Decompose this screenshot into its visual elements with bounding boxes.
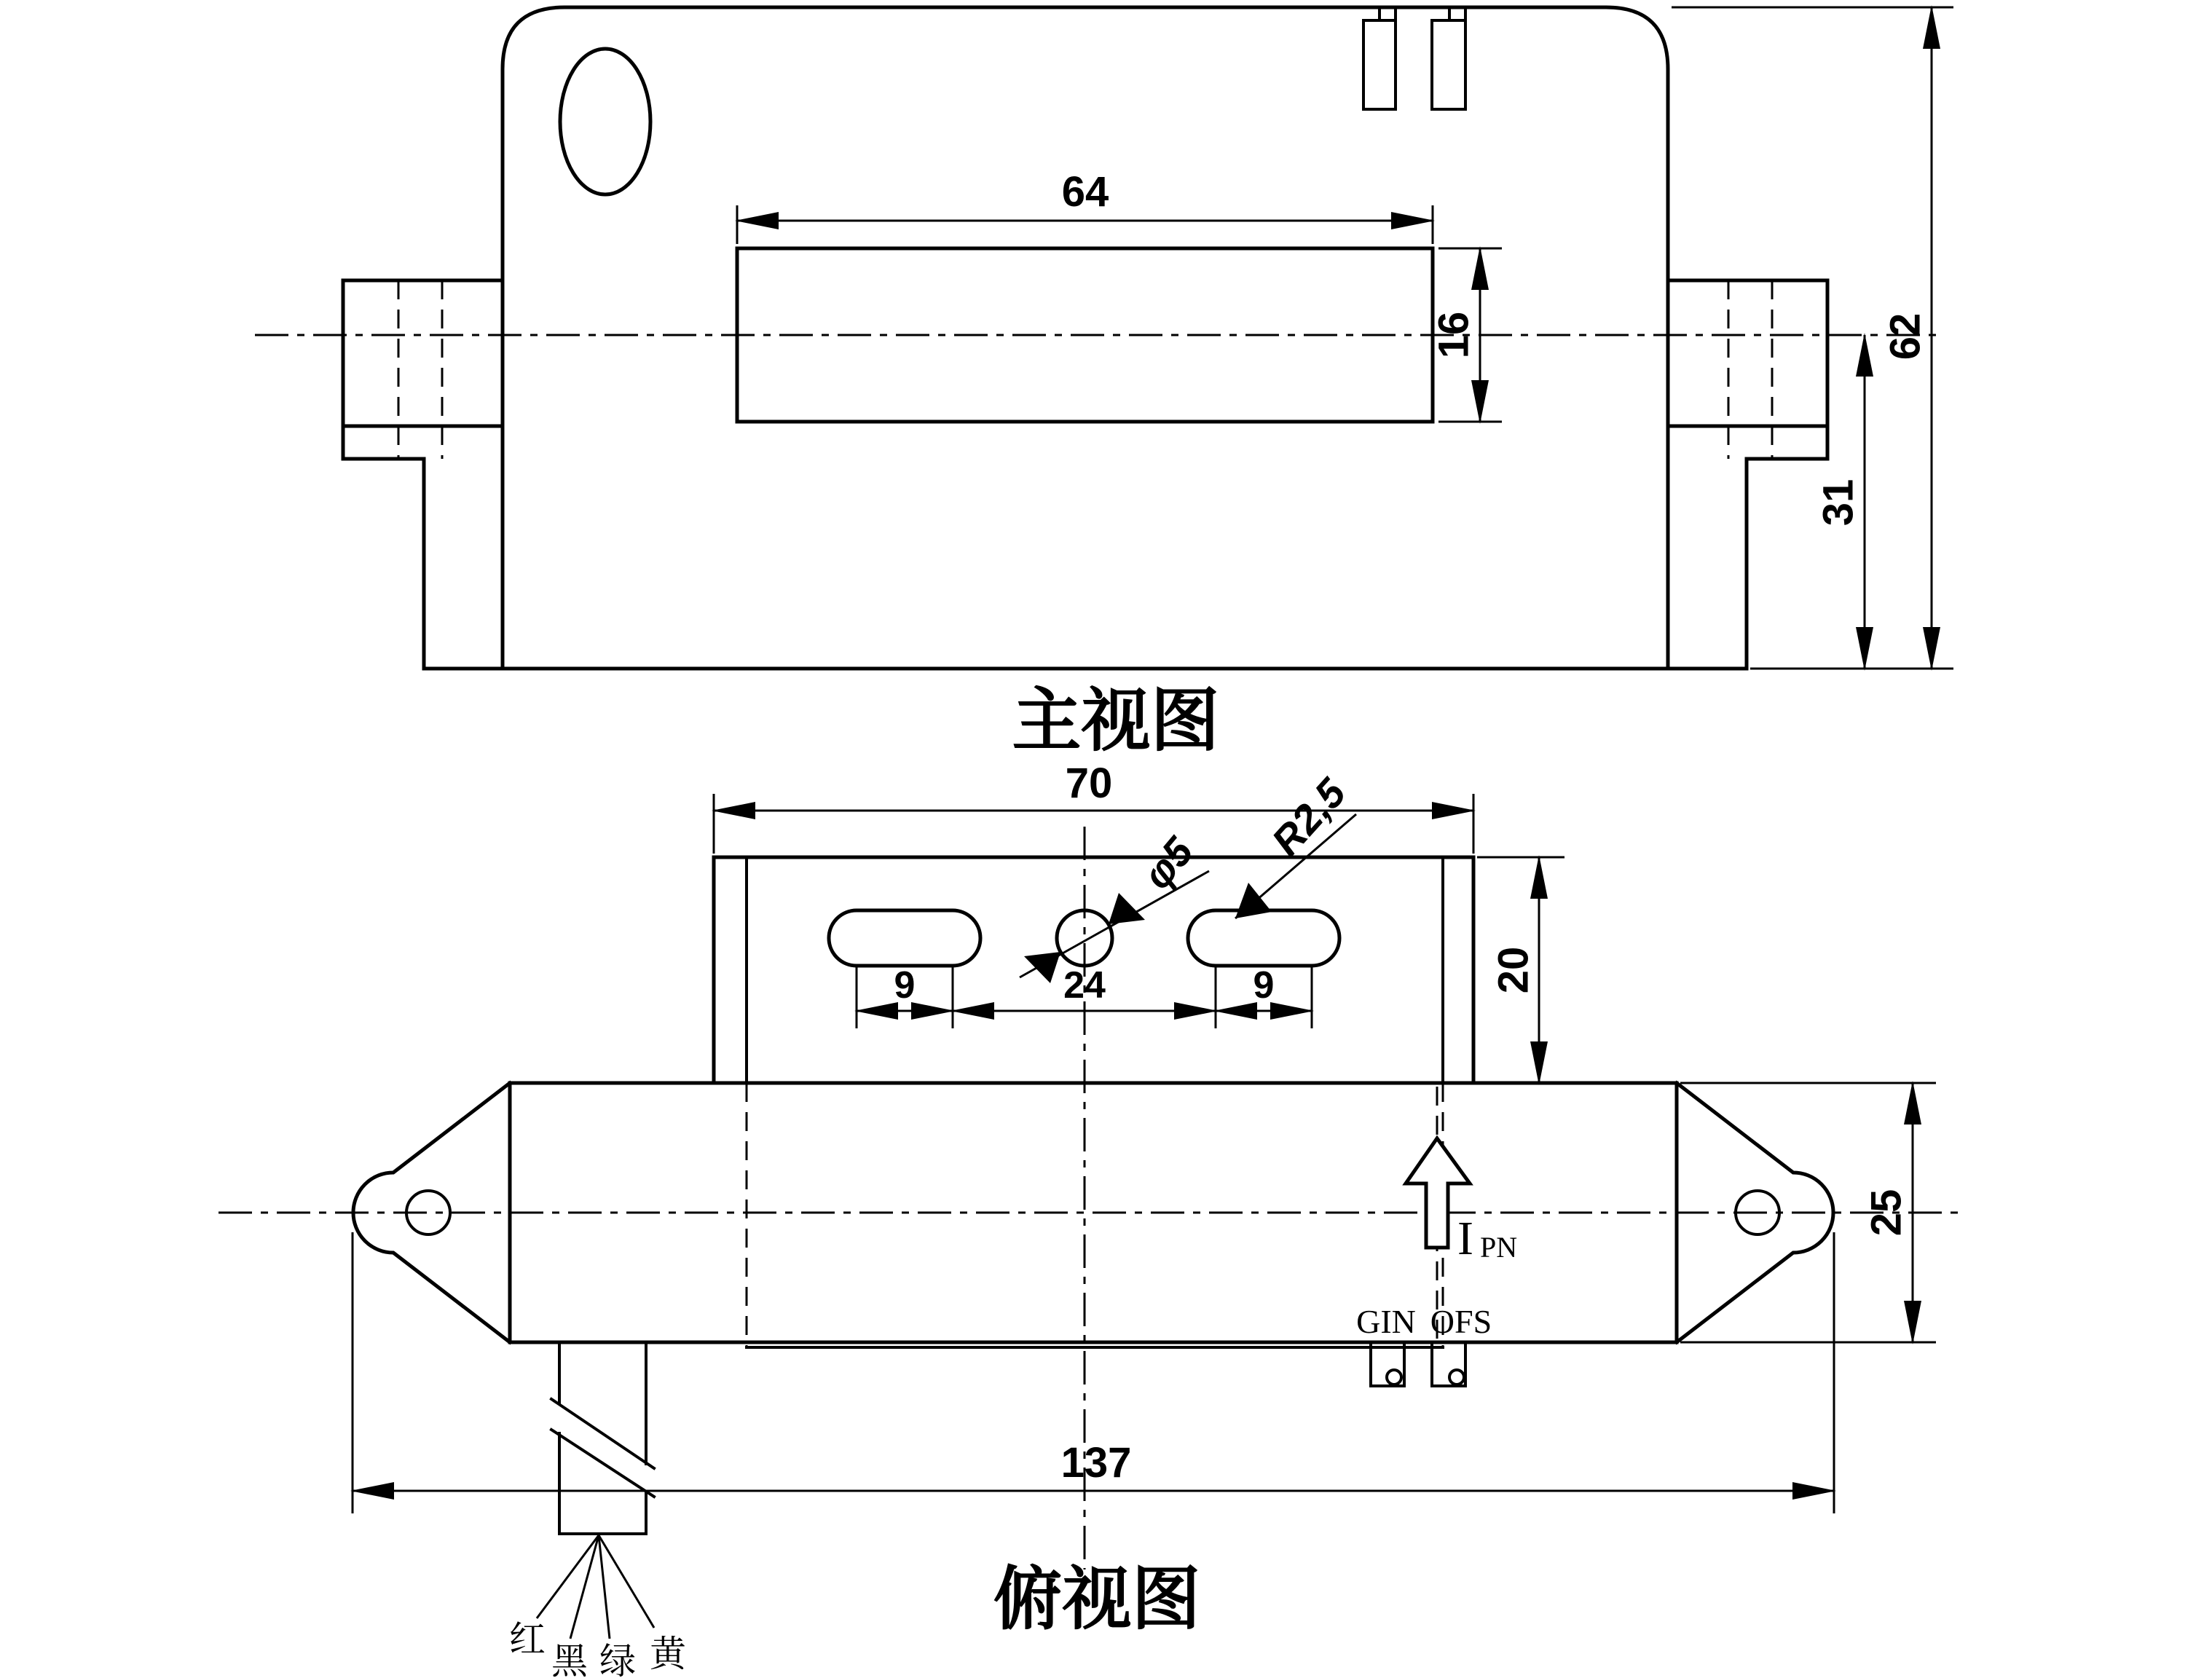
wire-label-yellow: 黄 <box>650 1633 686 1675</box>
dim-24-value: 24 <box>1063 964 1106 1007</box>
adjustment-pins <box>1356 1303 1492 1386</box>
bracket-slot-right <box>1188 910 1339 966</box>
dim-31 <box>1814 335 1865 669</box>
callout-hole-value: φ5 <box>1133 828 1203 898</box>
dim-70-value: 70 <box>1065 760 1113 807</box>
cable-break-line <box>551 1430 654 1497</box>
dim-137-value: 137 <box>1060 1439 1132 1486</box>
callout-radius-value: R2,5 <box>1262 769 1355 864</box>
callout-hole-dia <box>1020 828 1209 983</box>
mounting-bracket-plate <box>714 857 1473 1347</box>
dim-25-value: 25 <box>1862 1189 1910 1237</box>
dim-20 <box>1477 857 1564 1083</box>
terminal-pin <box>1432 20 1465 109</box>
top-view-title: 俯视图 <box>993 1559 1201 1639</box>
front-right-connector <box>1668 280 1827 669</box>
gain-pin-hole <box>1387 1370 1401 1384</box>
terminal-pin-tab <box>1449 7 1465 20</box>
dim-62 <box>1672 7 1953 669</box>
dim-20-value: 20 <box>1489 946 1538 994</box>
dim-64-value: 64 <box>1061 168 1109 216</box>
leader-arrow <box>1024 952 1060 983</box>
gain-pin-label: GIN <box>1356 1303 1416 1340</box>
terminal-pin <box>1363 20 1396 109</box>
wire-leader <box>537 1535 599 1618</box>
dim-64 <box>737 168 1433 244</box>
front-housing-outline <box>503 7 1668 669</box>
wire-leader <box>570 1535 599 1639</box>
cable-break-line <box>551 1399 654 1468</box>
top-view <box>219 760 1959 1678</box>
wire-callouts <box>509 1535 688 1678</box>
offset-pin-label: OFS <box>1430 1303 1492 1340</box>
dim-9-right-value: 9 <box>1253 964 1275 1007</box>
front-left-connector <box>343 280 503 669</box>
leader-arrow <box>1109 893 1145 924</box>
dim-70 <box>714 760 1473 854</box>
terminal-pin-tab <box>1379 7 1396 20</box>
output-cable <box>551 1342 654 1534</box>
dim-9-left-value: 9 <box>894 964 916 1007</box>
left-connector-body <box>343 280 503 426</box>
callout-slot-radius <box>1235 769 1356 918</box>
dim-31-value: 31 <box>1814 478 1862 527</box>
wire-label-red: 红 <box>509 1618 546 1661</box>
offset-pin-hole <box>1449 1370 1464 1384</box>
front-view <box>255 7 1953 761</box>
right-connector-body <box>1668 280 1827 426</box>
body-left-end-cap <box>353 1083 510 1342</box>
bracket-slot-left <box>829 910 980 966</box>
front-terminal-pins <box>1363 7 1465 109</box>
wire-label-green: 绿 <box>599 1640 636 1678</box>
current-label: I <box>1457 1212 1473 1265</box>
current-label-subscript: PN <box>1480 1231 1518 1264</box>
dim-137 <box>353 1232 1834 1513</box>
front-view-title: 主视图 <box>1012 681 1220 761</box>
leader-arrow <box>1235 883 1272 918</box>
dim-16-value: 16 <box>1430 311 1478 359</box>
front-mounting-hole <box>560 49 650 194</box>
dim-62-value: 62 <box>1881 312 1929 361</box>
wire-label-black: 黑 <box>551 1640 588 1678</box>
